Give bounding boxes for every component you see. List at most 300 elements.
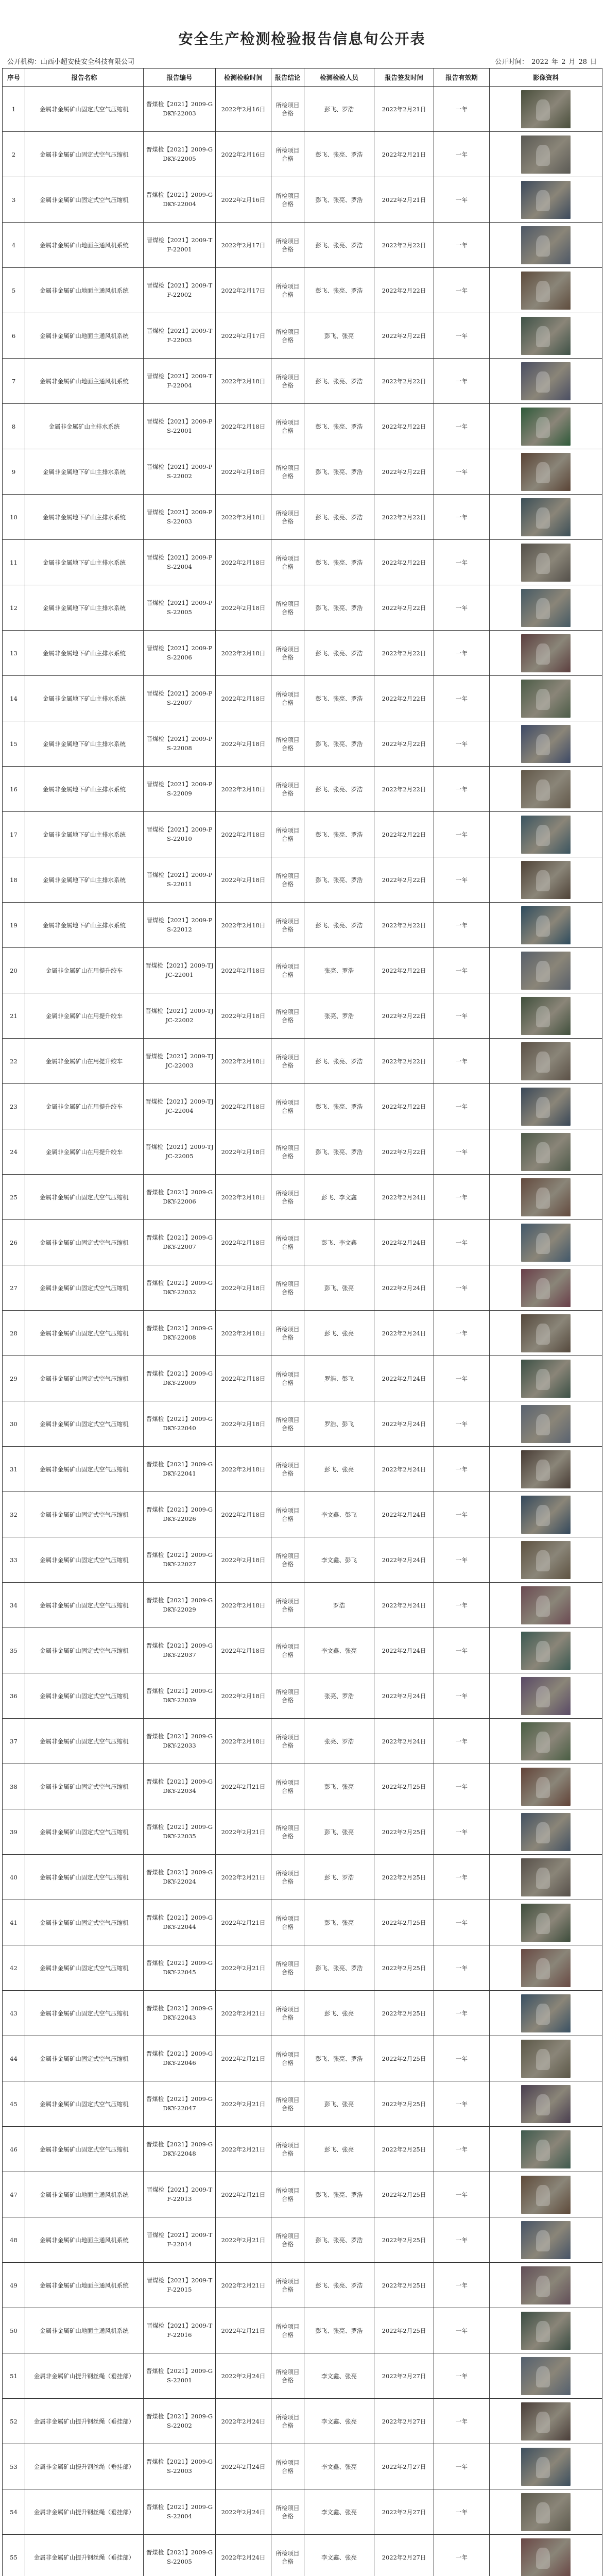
validity: 一年: [434, 1447, 490, 1492]
table-row: [3, 2036, 602, 2081]
issue-date: 2022年2月22日: [374, 404, 434, 449]
inspectors: 张亮、罗浩: [304, 993, 374, 1039]
inspection-photo[interactable]: [521, 1768, 571, 1806]
inspection-photo[interactable]: [521, 2538, 571, 2576]
inspection-date: 2022年2月16日: [216, 87, 271, 132]
row-number: 35: [3, 1628, 25, 1673]
issue-date: 2022年2月25日: [374, 1945, 434, 1991]
inspection-date: 2022年2月21日: [216, 2263, 271, 2308]
issue-date: 2022年2月25日: [374, 2036, 434, 2081]
table-row: [3, 2127, 602, 2172]
inspection-date: 2022年2月18日: [216, 1537, 271, 1583]
inspection-date: 2022年2月18日: [216, 540, 271, 585]
inspection-photo[interactable]: [521, 680, 571, 718]
issue-date: 2022年2月25日: [374, 2081, 434, 2127]
inspection-date: 2022年2月21日: [216, 1809, 271, 1855]
inspection-date: 2022年2月18日: [216, 1492, 271, 1537]
conclusion: 所检项目合格: [271, 857, 304, 903]
equipment-name: 金属非金属矿山固定式空气压缩机: [25, 1809, 144, 1855]
inspection-photo[interactable]: [521, 589, 571, 627]
inspection-photo[interactable]: [521, 2266, 571, 2304]
inspection-photo[interactable]: [521, 272, 571, 310]
conclusion: 所检项目合格: [271, 2444, 304, 2489]
inspection-date: 2022年2月18日: [216, 1311, 271, 1356]
inspectors: 彭飞、张亮: [304, 313, 374, 359]
equipment-name: 金属非金属矿山固定式空气压缩机: [25, 1311, 144, 1356]
issue-date: 2022年2月24日: [374, 1356, 434, 1401]
inspection-photo[interactable]: [521, 1178, 571, 1216]
photo-cell: [490, 1084, 602, 1129]
inspection-photo[interactable]: [521, 2176, 571, 2214]
inspection-photo[interactable]: [521, 1722, 571, 1760]
conclusion: 所检项目合格: [271, 2399, 304, 2444]
equipment-name: 金属非金属矿山固定式空气压缩机: [25, 1265, 144, 1311]
inspectors: 张亮、罗浩: [304, 1719, 374, 1764]
equipment-name: 金属非金属矿山地面主通风机系统: [25, 2217, 144, 2263]
row-number: 43: [3, 1991, 25, 2036]
inspection-photo[interactable]: [521, 453, 571, 491]
issue-date: 2022年2月27日: [374, 2535, 434, 2576]
issue-date: 2022年2月24日: [374, 1175, 434, 1220]
photo-cell: [490, 1900, 602, 1945]
equipment-name: 金属非金属地下矿山主排水系统: [25, 857, 144, 903]
validity: 一年: [434, 2127, 490, 2172]
report-number: 晋煤检【2021】2009-GDKY-22044: [144, 1900, 216, 1945]
inspection-photo[interactable]: [521, 317, 571, 355]
table-row: [3, 540, 602, 585]
inspectors: 彭飞、张亮: [304, 1900, 374, 1945]
report-number: 晋煤检【2021】2009-GDKY-22004: [144, 177, 216, 223]
inspection-photo[interactable]: [521, 1858, 571, 1896]
inspection-photo[interactable]: [521, 997, 571, 1035]
equipment-name: 金属非金属矿山固定式空气压缩机: [25, 1673, 144, 1719]
inspection-photo[interactable]: [521, 952, 571, 990]
photo-cell: [490, 1265, 602, 1311]
inspectors: 彭飞、张亮、罗浩: [304, 2308, 374, 2353]
inspection-photo[interactable]: [521, 135, 571, 174]
inspectors: 李文鑫、彭飞: [304, 1537, 374, 1583]
photo-cell: [490, 1583, 602, 1628]
row-number: 20: [3, 948, 25, 993]
inspection-photo[interactable]: [521, 1496, 571, 1534]
row-number: 42: [3, 1945, 25, 1991]
photo-cell: [490, 1492, 602, 1537]
table-row: [3, 1855, 602, 1900]
photo-cell: [490, 676, 602, 721]
validity: 一年: [434, 2308, 490, 2353]
validity: 一年: [434, 1809, 490, 1855]
table-row: [3, 1265, 602, 1311]
inspection-photo[interactable]: [521, 226, 571, 264]
table-row: [3, 676, 602, 721]
inspection-date: 2022年2月21日: [216, 2217, 271, 2263]
row-number: 31: [3, 1447, 25, 1492]
inspection-date: 2022年2月18日: [216, 1220, 271, 1265]
inspectors: 彭飞、张亮、罗浩: [304, 223, 374, 268]
inspection-date: 2022年2月18日: [216, 1175, 271, 1220]
inspection-date: 2022年2月18日: [216, 1628, 271, 1673]
inspectors: 张亮、罗浩: [304, 948, 374, 993]
table-row: [3, 1583, 602, 1628]
photo-cell: [490, 1356, 602, 1401]
inspection-photo[interactable]: [521, 1269, 571, 1307]
photo-cell: [490, 359, 602, 404]
inspectors: 彭飞、张亮、罗浩: [304, 721, 374, 767]
inspection-date: 2022年2月18日: [216, 1673, 271, 1719]
inspection-date: 2022年2月18日: [216, 1129, 271, 1175]
inspection-photo[interactable]: [521, 2357, 571, 2395]
conclusion: 所检项目合格: [271, 1129, 304, 1175]
inspection-photo[interactable]: [521, 1133, 571, 1171]
inspection-photo[interactable]: [521, 1904, 571, 1942]
table-row: [3, 359, 602, 404]
equipment-name: 金属非金属地下矿山主排水系统: [25, 495, 144, 540]
inspection-date: 2022年2月24日: [216, 2489, 271, 2535]
validity: 一年: [434, 767, 490, 812]
row-number: 39: [3, 1809, 25, 1855]
inspection-date: 2022年2月18日: [216, 1265, 271, 1311]
conclusion: 所检项目合格: [271, 87, 304, 132]
issue-date: 2022年2月24日: [374, 1628, 434, 1673]
conclusion: 所检项目合格: [271, 631, 304, 676]
equipment-name: 金属非金属矿山固定式空气压缩机: [25, 87, 144, 132]
inspection-photo[interactable]: [521, 1450, 571, 1488]
conclusion: 所检项目合格: [271, 1991, 304, 2036]
equipment-name: 金属非金属矿山提升钢丝绳（垂挂部）: [25, 2353, 144, 2399]
report-number: 晋煤检【2021】2009-GDKY-22034: [144, 1764, 216, 1809]
validity: 一年: [434, 268, 490, 313]
validity: 一年: [434, 1628, 490, 1673]
inspection-date: 2022年2月21日: [216, 2081, 271, 2127]
row-number: 18: [3, 857, 25, 903]
table-row: [3, 1129, 602, 1175]
validity: 一年: [434, 1991, 490, 2036]
inspection-photo[interactable]: [521, 1042, 571, 1080]
equipment-name: 金属非金属矿山提升钢丝绳（垂挂部）: [25, 2489, 144, 2535]
col-header: 报告签发时间: [374, 69, 434, 87]
row-number: 17: [3, 812, 25, 857]
inspection-photo[interactable]: [521, 1949, 571, 1987]
conclusion: 所检项目合格: [271, 132, 304, 177]
inspection-photo[interactable]: [521, 181, 571, 219]
table-row: [3, 1447, 602, 1492]
photo-cell: [490, 1945, 602, 1991]
photo-cell: [490, 2353, 602, 2399]
inspection-photo[interactable]: [521, 1994, 571, 2032]
report-number: 晋煤检【2021】2009-PS-22008: [144, 721, 216, 767]
inspection-date: 2022年2月24日: [216, 2535, 271, 2576]
inspection-photo[interactable]: [521, 498, 571, 536]
photo-cell: [490, 2081, 602, 2127]
report-number: 晋煤检【2021】2009-TF-22001: [144, 223, 216, 268]
inspection-photo[interactable]: [521, 2493, 571, 2531]
report-number: 晋煤检【2021】2009-GDKY-22007: [144, 1220, 216, 1265]
conclusion: 所检项目合格: [271, 1537, 304, 1583]
table-row: [3, 223, 602, 268]
issue-date: 2022年2月25日: [374, 2172, 434, 2217]
inspectors: 彭飞、张亮、罗浩: [304, 767, 374, 812]
inspectors: 彭飞、张亮、罗浩: [304, 812, 374, 857]
inspection-date: 2022年2月17日: [216, 313, 271, 359]
table-row: [3, 2217, 602, 2263]
report-number: 晋煤检【2021】2009-GDKY-22046: [144, 2036, 216, 2081]
report-number: 晋煤检【2021】2009-TJJC-22004: [144, 1084, 216, 1129]
validity: 一年: [434, 1583, 490, 1628]
photo-cell: [490, 2489, 602, 2535]
report-number: 晋煤检【2021】2009-TF-22014: [144, 2217, 216, 2263]
validity: 一年: [434, 1764, 490, 1809]
issue-date: 2022年2月25日: [374, 1855, 434, 1900]
report-number: 晋煤检【2021】2009-TF-22003: [144, 313, 216, 359]
row-number: 48: [3, 2217, 25, 2263]
inspection-photo[interactable]: [521, 90, 571, 128]
validity: 一年: [434, 1175, 490, 1220]
inspectors: 彭飞、罗浩: [304, 87, 374, 132]
row-number: 9: [3, 449, 25, 495]
table-row: [3, 449, 602, 495]
table-row: [3, 1991, 602, 2036]
inspectors: 张亮、罗浩: [304, 1673, 374, 1719]
conclusion: 所检项目合格: [271, 223, 304, 268]
validity: 一年: [434, 313, 490, 359]
equipment-name: 金属非金属矿山固定式空气压缩机: [25, 132, 144, 177]
validity: 一年: [434, 585, 490, 631]
inspectors: 彭飞、张亮、罗浩: [304, 585, 374, 631]
table-row: [3, 1628, 602, 1673]
inspectors: 彭飞、张亮、罗浩: [304, 1129, 374, 1175]
inspection-photo[interactable]: [521, 1088, 571, 1126]
photo-cell: [490, 1129, 602, 1175]
report-number: 晋煤检【2021】2009-TF-22016: [144, 2308, 216, 2353]
validity: 一年: [434, 676, 490, 721]
row-number: 32: [3, 1492, 25, 1537]
report-number: 晋煤检【2021】2009-PS-22001: [144, 404, 216, 449]
photo-cell: [490, 2217, 602, 2263]
validity: 一年: [434, 1719, 490, 1764]
inspection-photo[interactable]: [521, 816, 571, 854]
row-number: 37: [3, 1719, 25, 1764]
conclusion: 所检项目合格: [271, 1719, 304, 1764]
table-row: [3, 2172, 602, 2217]
table-header: [3, 69, 602, 87]
inspectors: 彭飞、张亮、罗浩: [304, 2217, 374, 2263]
issue-date: 2022年2月25日: [374, 1991, 434, 2036]
report-number: 晋煤检【2021】2009-TF-22015: [144, 2263, 216, 2308]
inspection-photo[interactable]: [521, 2040, 571, 2078]
inspectors: 彭飞、张亮: [304, 2081, 374, 2127]
report-number: 晋煤检【2021】2009-TJJC-22002: [144, 993, 216, 1039]
inspection-photo[interactable]: [521, 362, 571, 400]
table-row: [3, 1945, 602, 1991]
row-number: 13: [3, 631, 25, 676]
equipment-name: 金属非金属矿山固定式空气压缩机: [25, 1991, 144, 2036]
photo-cell: [490, 1855, 602, 1900]
inspection-photo[interactable]: [521, 1314, 571, 1352]
inspection-photo[interactable]: [521, 634, 571, 672]
issue-date: 2022年2月22日: [374, 313, 434, 359]
inspectors: 彭飞、张亮、罗浩: [304, 404, 374, 449]
validity: 一年: [434, 2444, 490, 2489]
equipment-name: 金属非金属矿山固定式空气压缩机: [25, 2127, 144, 2172]
inspection-photo[interactable]: [521, 1224, 571, 1262]
inspection-photo[interactable]: [521, 2085, 571, 2123]
table-row: [3, 495, 602, 540]
table-row: [3, 631, 602, 676]
validity: 一年: [434, 495, 490, 540]
inspection-photo[interactable]: [521, 1586, 571, 1624]
report-number: 晋煤检【2021】2009-PS-22012: [144, 903, 216, 948]
conclusion: 所检项目合格: [271, 767, 304, 812]
conclusion: 所检项目合格: [271, 1039, 304, 1084]
date-month: 2: [561, 58, 566, 66]
row-number: 36: [3, 1673, 25, 1719]
conclusion: 所检项目合格: [271, 2217, 304, 2263]
inspection-photo[interactable]: [521, 2312, 571, 2350]
inspection-date: 2022年2月18日: [216, 948, 271, 993]
issue-date: 2022年2月22日: [374, 359, 434, 404]
issue-date: 2022年2月21日: [374, 87, 434, 132]
inspection-photo[interactable]: [521, 2402, 571, 2441]
equipment-name: 金属非金属矿山固定式空气压缩机: [25, 177, 144, 223]
inspection-photo[interactable]: [521, 906, 571, 944]
report-number: 晋煤检【2021】2009-TJJC-22003: [144, 1039, 216, 1084]
equipment-name: 金属非金属矿山地面主通风机系统: [25, 2263, 144, 2308]
photo-cell: [490, 1719, 602, 1764]
issue-date: 2022年2月22日: [374, 767, 434, 812]
inspection-photo[interactable]: [521, 1632, 571, 1670]
inspection-photo[interactable]: [521, 770, 571, 808]
issue-date: 2022年2月25日: [374, 1900, 434, 1945]
row-number: 5: [3, 268, 25, 313]
report-number: 晋煤检【2021】2009-PS-22002: [144, 449, 216, 495]
inspectors: 罗浩、彭飞: [304, 1401, 374, 1447]
conclusion: 所检项目合格: [271, 993, 304, 1039]
inspectors: 彭飞、张亮、罗浩: [304, 903, 374, 948]
table-row: [3, 721, 602, 767]
validity: 一年: [434, 1311, 490, 1356]
inspectors: 彭飞、张亮: [304, 1311, 374, 1356]
photo-cell: [490, 903, 602, 948]
report-number: 晋煤检【2021】2009-PS-22007: [144, 676, 216, 721]
inspection-photo[interactable]: [521, 1677, 571, 1715]
validity: 一年: [434, 132, 490, 177]
report-number: 晋煤检【2021】2009-GDKY-22008: [144, 1311, 216, 1356]
validity: 一年: [434, 177, 490, 223]
row-number: 52: [3, 2399, 25, 2444]
row-number: 6: [3, 313, 25, 359]
inspection-photo[interactable]: [521, 725, 571, 763]
table-row: [3, 2399, 602, 2444]
inspectors: 李文鑫、张亮: [304, 2353, 374, 2399]
conclusion: 所检项目合格: [271, 359, 304, 404]
inspectors: 彭飞、张亮、罗浩: [304, 631, 374, 676]
inspection-date: 2022年2月21日: [216, 2308, 271, 2353]
report-number: 晋煤检【2021】2009-GDKY-22032: [144, 1265, 216, 1311]
validity: 一年: [434, 812, 490, 857]
table-row: [3, 2489, 602, 2535]
issue-date: 2022年2月22日: [374, 223, 434, 268]
meta-bar: [2, 54, 602, 68]
equipment-name: 金属非金属地下矿山主排水系统: [25, 903, 144, 948]
inspectors: 彭飞、张亮、罗浩: [304, 359, 374, 404]
inspectors: 李文鑫、张亮: [304, 2535, 374, 2576]
col-header: 报告有效期: [434, 69, 490, 87]
inspectors: 彭飞、张亮: [304, 1991, 374, 2036]
issue-date: 2022年2月25日: [374, 1764, 434, 1809]
report-number: 晋煤检【2021】2009-GS-22002: [144, 2399, 216, 2444]
row-number: 22: [3, 1039, 25, 1084]
inspectors: 彭飞、张亮: [304, 1809, 374, 1855]
equipment-name: 金属非金属矿山固定式空气压缩机: [25, 1447, 144, 1492]
table-row: [3, 2353, 602, 2399]
validity: 一年: [434, 1945, 490, 1991]
conclusion: 所检项目合格: [271, 2036, 304, 2081]
equipment-name: 金属非金属矿山固定式空气压缩机: [25, 1945, 144, 1991]
inspection-photo[interactable]: [521, 2448, 571, 2486]
inspectors: 彭飞、张亮: [304, 1265, 374, 1311]
col-header: 影像资料: [490, 69, 602, 87]
inspection-photo[interactable]: [521, 2221, 571, 2259]
conclusion: 所检项目合格: [271, 2489, 304, 2535]
conclusion: 所检项目合格: [271, 948, 304, 993]
issue-date: 2022年2月22日: [374, 857, 434, 903]
conclusion: 所检项目合格: [271, 2308, 304, 2353]
inspection-photo[interactable]: [521, 1541, 571, 1579]
inspectors: 彭飞、张亮、罗浩: [304, 177, 374, 223]
report-number: 晋煤检【2021】2009-PS-22009: [144, 767, 216, 812]
conclusion: 所检项目合格: [271, 404, 304, 449]
validity: 一年: [434, 1084, 490, 1129]
conclusion: 所检项目合格: [271, 2081, 304, 2127]
photo-cell: [490, 1401, 602, 1447]
validity: 一年: [434, 1900, 490, 1945]
photo-cell: [490, 721, 602, 767]
equipment-name: 金属非金属矿山固定式空气压缩机: [25, 1719, 144, 1764]
inspectors: 彭飞、张亮、罗浩: [304, 2036, 374, 2081]
table-row: [3, 268, 602, 313]
inspection-photo[interactable]: [521, 1360, 571, 1398]
issue-date: 2022年2月25日: [374, 2127, 434, 2172]
inspection-photo[interactable]: [521, 2130, 571, 2168]
inspection-photo[interactable]: [521, 1813, 571, 1851]
report-table: [2, 68, 602, 2576]
conclusion: 所检项目合格: [271, 449, 304, 495]
validity: 一年: [434, 1129, 490, 1175]
row-number: 8: [3, 404, 25, 449]
issue-date: 2022年2月22日: [374, 903, 434, 948]
inspection-date: 2022年2月18日: [216, 1039, 271, 1084]
table-row: [3, 177, 602, 223]
inspection-date: 2022年2月21日: [216, 1945, 271, 1991]
report-number: 晋煤检【2021】2009-GDKY-22047: [144, 2081, 216, 2127]
inspection-photo[interactable]: [521, 861, 571, 899]
equipment-name: 金属非金属矿山固定式空气压缩机: [25, 1220, 144, 1265]
report-number: 晋煤检【2021】2009-GDKY-22048: [144, 2127, 216, 2172]
conclusion: 所检项目合格: [271, 1175, 304, 1220]
inspection-date: 2022年2月21日: [216, 1764, 271, 1809]
photo-cell: [490, 1175, 602, 1220]
table-row: [3, 1492, 602, 1537]
inspection-photo[interactable]: [521, 408, 571, 446]
issue-date: 2022年2月22日: [374, 721, 434, 767]
report-number: 晋煤检【2021】2009-GDKY-22035: [144, 1809, 216, 1855]
inspectors: 彭飞、李文鑫: [304, 1175, 374, 1220]
photo-cell: [490, 2399, 602, 2444]
inspection-photo[interactable]: [521, 1405, 571, 1443]
inspection-photo[interactable]: [521, 544, 571, 582]
issue-date: 2022年2月27日: [374, 2399, 434, 2444]
validity: 一年: [434, 2172, 490, 2217]
